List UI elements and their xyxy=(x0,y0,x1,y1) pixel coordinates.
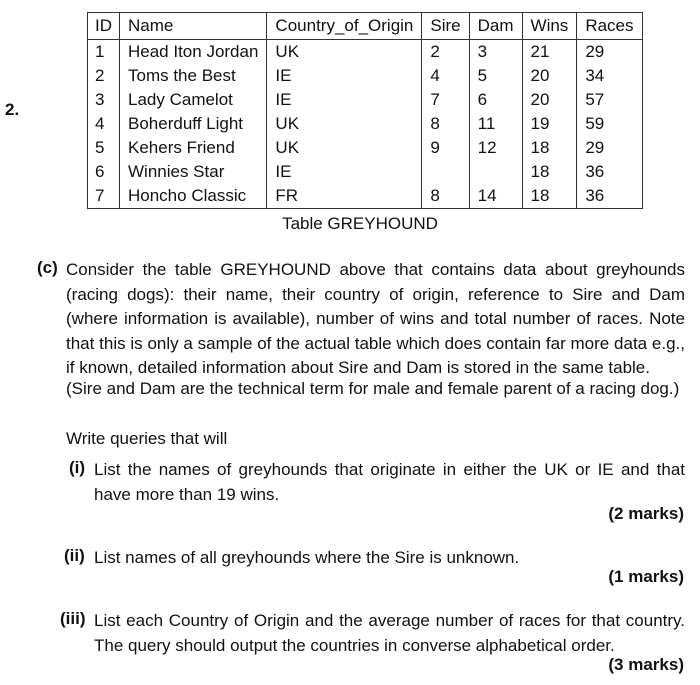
cell-dam: 6 xyxy=(469,88,522,112)
cell-races: 29 xyxy=(577,136,642,160)
cell-sire xyxy=(422,160,469,184)
cell-races: 34 xyxy=(577,64,642,88)
cell-country: UK xyxy=(267,40,422,65)
cell-wins: 18 xyxy=(522,184,577,209)
cell-dam: 5 xyxy=(469,64,522,88)
cell-races: 29 xyxy=(577,40,642,65)
table-row xyxy=(88,184,643,209)
cell-sire: 4 xyxy=(422,64,469,88)
cell-id: 4 xyxy=(88,112,120,136)
table-row xyxy=(88,88,643,112)
cell-wins: 19 xyxy=(522,112,577,136)
cell-wins: 18 xyxy=(522,160,577,184)
sub-question-iii-marks: (3 marks) xyxy=(608,655,684,674)
greyhound-table xyxy=(87,12,643,209)
cell-name: Lady Camelot xyxy=(120,88,267,112)
cell-name: Toms the Best xyxy=(120,64,267,88)
cell-country: UK xyxy=(267,136,422,160)
cell-dam: 3 xyxy=(469,40,522,65)
cell-country: IE xyxy=(267,160,422,184)
cell-country: IE xyxy=(267,64,422,88)
cell-races: 36 xyxy=(577,160,642,184)
sub-question-ii-label: (ii) xyxy=(64,546,85,565)
cell-races: 36 xyxy=(577,184,642,209)
cell-dam: 14 xyxy=(469,184,522,209)
cell-id: 1 xyxy=(88,40,120,65)
sub-question-i-text: List the names of greyhounds that originate in either the UK or IE and that have more than 19 wins. xyxy=(94,460,685,504)
cell-country: FR xyxy=(267,184,422,209)
question-number: 2. xyxy=(5,100,20,119)
column-header-country: Country_of_Origin xyxy=(267,13,422,40)
sub-question-i-marks: (2 marks) xyxy=(608,504,684,523)
column-header-dam: Dam xyxy=(469,13,522,40)
cell-wins: 21 xyxy=(522,40,577,65)
column-header-wins: Wins xyxy=(522,13,577,40)
column-header-races: Races xyxy=(577,13,642,40)
cell-id: 6 xyxy=(88,160,120,184)
cell-races: 59 xyxy=(577,112,642,136)
part-c-text: Consider the table GREYHOUND above that contains data about greyhounds (racing dogs): their name, their country of origin, reference to Sire and Dam (where information is available), number of wins and total number of races. Note that this is only a sample of the actual table which does contain far more data e.g., if known, detailed information about Sire and Dam is stored in the same table. xyxy=(66,260,685,378)
cell-dam: 12 xyxy=(469,136,522,160)
cell-country: UK xyxy=(267,112,422,136)
part-c-label: (c) xyxy=(37,258,58,277)
part-c-instruction: Write queries that will xyxy=(66,429,228,448)
table-row xyxy=(88,160,643,184)
cell-id: 7 xyxy=(88,184,120,209)
cell-name: Winnies Star xyxy=(120,160,267,184)
table-row xyxy=(88,112,643,136)
cell-name: Kehers Friend xyxy=(120,136,267,160)
cell-name: Head Iton Jordan xyxy=(120,40,267,65)
table-row xyxy=(88,40,643,65)
column-header-sire: Sire xyxy=(422,13,469,40)
cell-dam xyxy=(469,160,522,184)
cell-name: Boherduff Light xyxy=(120,112,267,136)
cell-dam: 11 xyxy=(469,112,522,136)
sub-question-iii-text: List each Country of Origin and the average number of races for that country. The query should output the countries in converse alphabetical order. xyxy=(94,611,685,655)
cell-wins: 18 xyxy=(522,136,577,160)
table-header-row xyxy=(88,13,643,40)
cell-wins: 20 xyxy=(522,64,577,88)
table-row xyxy=(88,64,643,88)
cell-id: 3 xyxy=(88,88,120,112)
table-row xyxy=(88,136,643,160)
cell-name: Honcho Classic xyxy=(120,184,267,209)
part-c-note: (Sire and Dam are the technical term for male and female parent of a racing dog.) xyxy=(66,379,680,398)
cell-sire: 8 xyxy=(422,112,469,136)
cell-sire: 7 xyxy=(422,88,469,112)
cell-sire: 8 xyxy=(422,184,469,209)
sub-question-i-label: (i) xyxy=(69,458,86,477)
cell-id: 5 xyxy=(88,136,120,160)
cell-races: 57 xyxy=(577,88,642,112)
cell-country: IE xyxy=(267,88,422,112)
column-header-name: Name xyxy=(120,13,267,40)
sub-question-iii-label: (iii) xyxy=(60,609,86,628)
cell-sire: 9 xyxy=(422,136,469,160)
sub-question-ii-marks: (1 marks) xyxy=(608,567,684,586)
cell-sire: 2 xyxy=(422,40,469,65)
cell-wins: 20 xyxy=(522,88,577,112)
sub-question-ii-text: List names of all greyhounds where the Sire is unknown. xyxy=(94,548,520,567)
column-header-id: ID xyxy=(88,13,120,40)
table-caption: Table GREYHOUND xyxy=(282,214,438,233)
cell-id: 2 xyxy=(88,64,120,88)
